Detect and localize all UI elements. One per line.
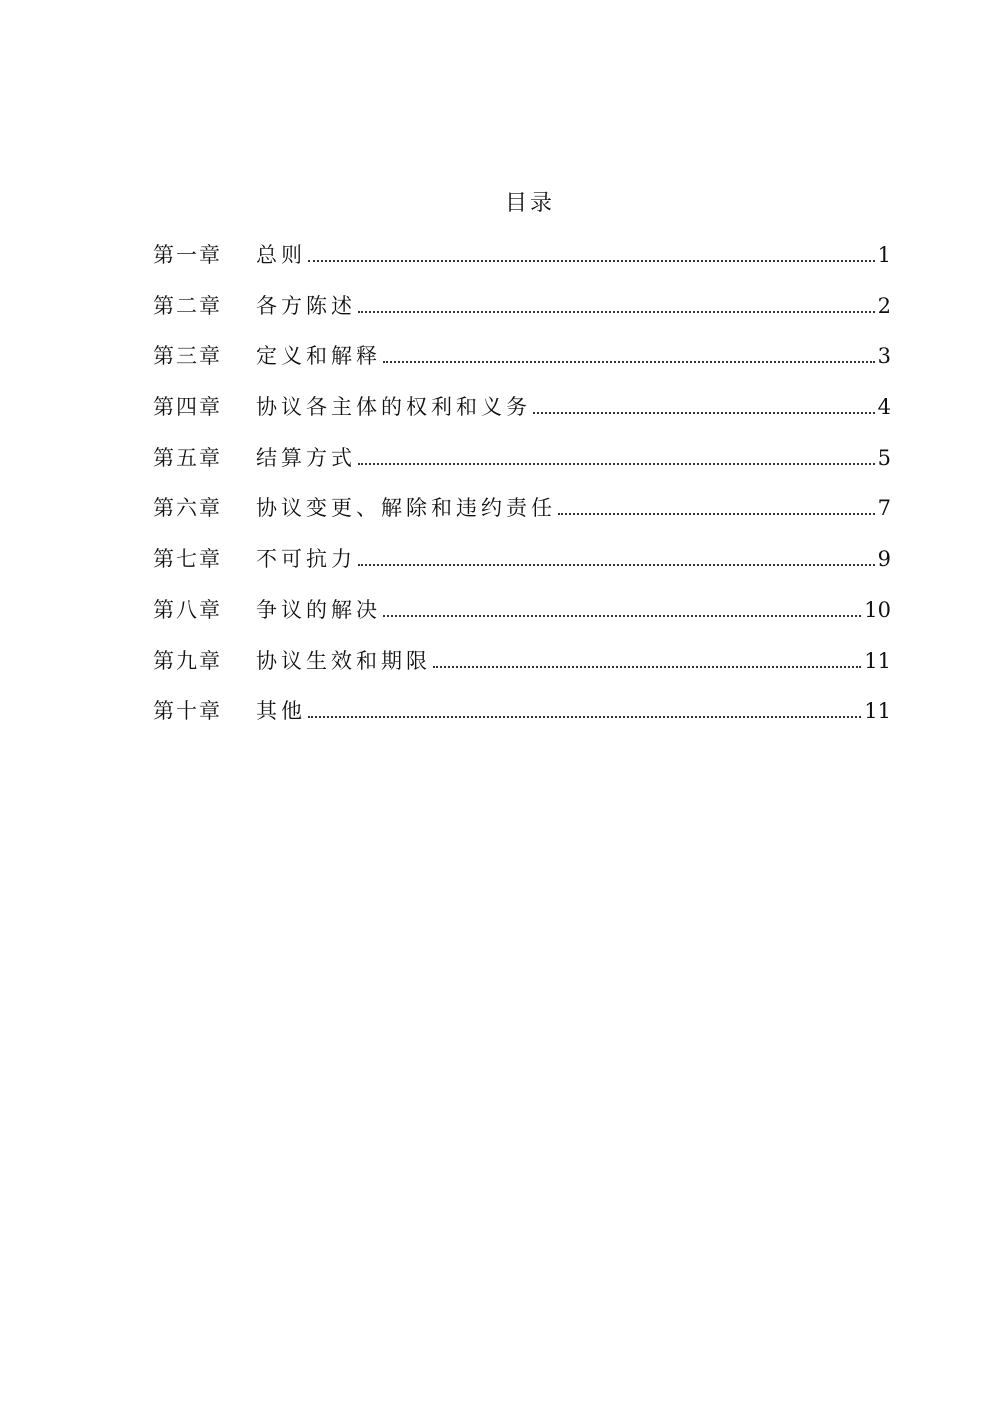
toc-entry-6[interactable] bbox=[153, 493, 891, 544]
chapter-number: 第十章 bbox=[153, 699, 222, 724]
chapter-number: 第三章 bbox=[153, 344, 222, 369]
dot-leader bbox=[308, 715, 861, 718]
page-number: 10 bbox=[864, 597, 891, 622]
page-number: 5 bbox=[877, 445, 891, 470]
page-number: 3 bbox=[877, 344, 891, 369]
chapter-title: 协议各主体的权利和义务 bbox=[256, 395, 531, 420]
chapter-title: 协议变更、解除和违约责任 bbox=[256, 496, 556, 521]
chapter-number: 第六章 bbox=[153, 496, 222, 521]
chapter-title: 定义和解释 bbox=[256, 344, 381, 369]
toc-title: 目录 bbox=[504, 191, 555, 216]
chapter-title: 结算方式 bbox=[256, 445, 356, 470]
page-number: 7 bbox=[877, 496, 891, 521]
dot-leader bbox=[558, 512, 875, 515]
toc-entry-2[interactable] bbox=[153, 291, 891, 342]
toc-entry-7[interactable] bbox=[153, 544, 891, 595]
chapter-number: 第九章 bbox=[153, 648, 222, 673]
chapter-title: 协议生效和期限 bbox=[256, 648, 431, 673]
toc-entry-3[interactable] bbox=[153, 341, 891, 392]
toc-entry-4[interactable] bbox=[153, 392, 891, 443]
chapter-number: 第八章 bbox=[153, 597, 222, 622]
chapter-title: 其他 bbox=[256, 699, 306, 724]
dot-leader bbox=[358, 563, 875, 566]
chapter-number: 第四章 bbox=[153, 395, 222, 420]
toc-entry-8[interactable] bbox=[153, 595, 891, 646]
chapter-number: 第七章 bbox=[153, 547, 222, 572]
chapter-title: 各方陈述 bbox=[256, 293, 356, 318]
dot-leader bbox=[358, 310, 875, 313]
dot-leader bbox=[383, 614, 861, 617]
chapter-title: 不可抗力 bbox=[256, 547, 356, 572]
dot-leader bbox=[533, 411, 875, 414]
toc-entry-1[interactable] bbox=[153, 240, 891, 291]
page-number: 11 bbox=[864, 699, 891, 724]
page-number: 4 bbox=[877, 395, 891, 420]
chapter-number: 第二章 bbox=[153, 293, 222, 318]
page-number: 1 bbox=[877, 243, 891, 267]
toc-entry-5[interactable] bbox=[153, 443, 891, 494]
page-number: 2 bbox=[877, 293, 891, 318]
dot-leader bbox=[383, 360, 875, 363]
dot-leader bbox=[308, 259, 875, 262]
dot-leader bbox=[358, 462, 875, 465]
chapter-number: 第一章 bbox=[153, 243, 222, 267]
toc-entry-10[interactable] bbox=[153, 696, 891, 747]
table-of-contents bbox=[153, 240, 891, 747]
chapter-title: 总则 bbox=[256, 243, 306, 267]
toc-entry-9[interactable] bbox=[153, 646, 891, 697]
page-number: 9 bbox=[877, 547, 891, 572]
chapter-number: 第五章 bbox=[153, 445, 222, 470]
dot-leader bbox=[433, 665, 861, 668]
chapter-title: 争议的解决 bbox=[256, 597, 381, 622]
page-number: 11 bbox=[864, 648, 891, 673]
